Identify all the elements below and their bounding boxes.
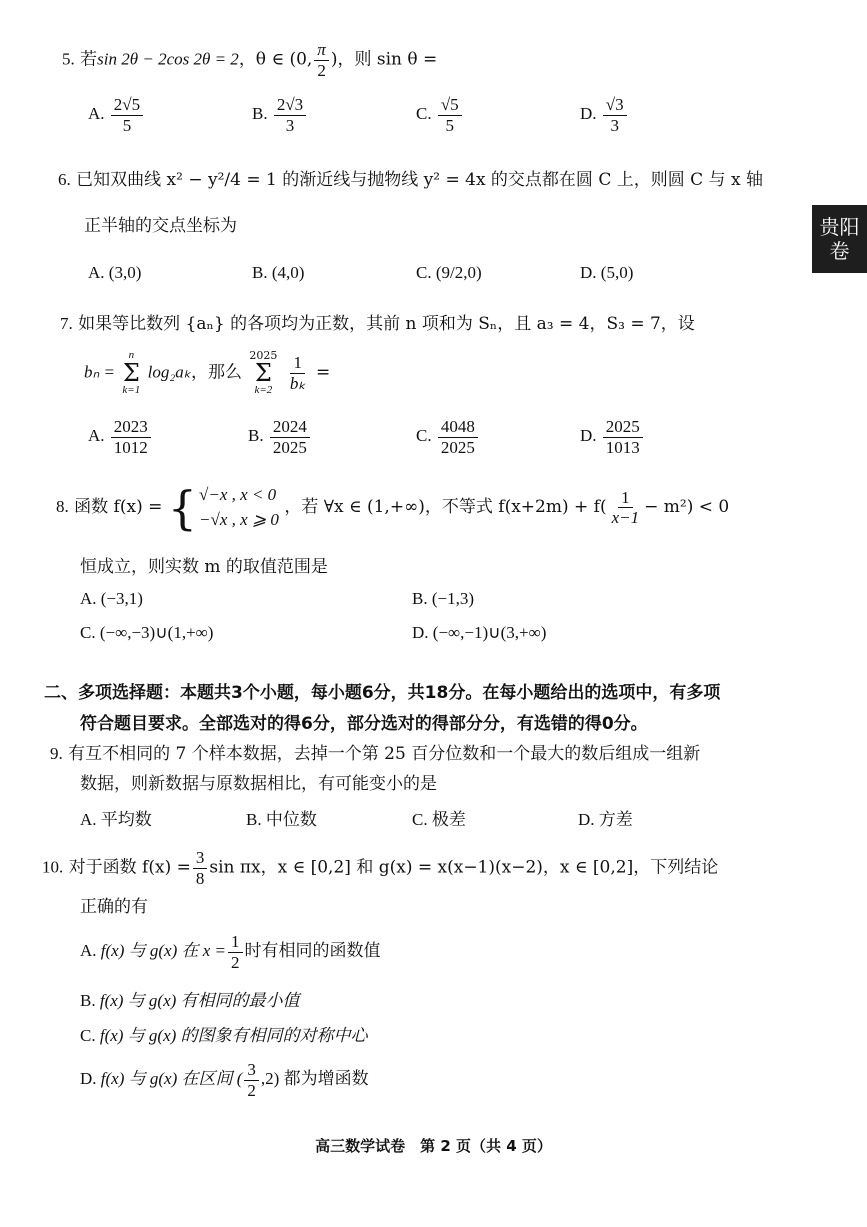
option-text: 方差 [598, 810, 633, 829]
q6-line2: 正半轴的交点坐标为 [84, 216, 237, 236]
frac-num: π [314, 40, 329, 61]
frac-den: 8 [195, 868, 205, 888]
q5-expr: sin 2θ − 2cos 2θ = 2 [97, 49, 239, 69]
option-text: (9/2,0) [435, 263, 482, 282]
q7-option-b [248, 417, 312, 457]
question-number: 8. [56, 497, 69, 517]
frac-den: 2 [231, 952, 240, 972]
q10-lead: 对于函数 f(x) = [68, 857, 191, 878]
question-8 [56, 480, 730, 535]
question-9 [50, 744, 700, 764]
option-letter: B. [252, 103, 268, 123]
option-letter: B. [412, 589, 428, 608]
sum-lower: k=2 [254, 384, 273, 396]
question-number: 7. [60, 314, 73, 333]
option-text: (3,0) [108, 263, 142, 282]
q10-option-b [80, 986, 300, 1011]
option-text: (5,0) [600, 263, 634, 282]
option-letter: D. [80, 1068, 97, 1088]
question-6 [58, 170, 763, 190]
q9-option-d [578, 805, 633, 830]
q8-mid: ，若 ∀x ∈ (1,+∞)，不等式 f(x+2m) + f( [284, 497, 607, 518]
option-frac [438, 95, 462, 135]
frac-den: 5 [122, 115, 132, 135]
option-letter: A. [80, 589, 97, 608]
option-frac [603, 417, 643, 457]
q5-option-a [88, 95, 145, 135]
option-letter: A. [88, 103, 105, 123]
q5-text-b: ，θ ∈ (0, [238, 49, 313, 70]
frac-num: √3 [603, 95, 627, 116]
frac-num: 4048 [438, 417, 478, 438]
frac-den: 3 [285, 115, 295, 135]
frac-num: 3 [193, 848, 208, 869]
option-text: f(x) 与 g(x) 的图象有相同的对称中心 [99, 1026, 368, 1045]
option-letter: C. [416, 425, 432, 445]
option-letter: B. [252, 263, 268, 282]
option-letter: D. [580, 425, 597, 445]
case-2: −√x , x ⩾ 0 [199, 509, 279, 529]
question-number: 9. [50, 744, 63, 763]
q6-line1: 已知双曲线 x² − y²/4 = 1 的渐近线与抛物线 y² = 4x 的交点都在圆 C 上，则圆 C 与 x 轴 [76, 170, 763, 190]
q7-option-c [416, 417, 480, 457]
question-10 [42, 848, 718, 888]
q5-text-a: 若 [80, 49, 98, 70]
frac-den: 2 [247, 1080, 256, 1100]
page-footer: 高三数学试卷 第 2 页（共 4 页） [315, 1137, 552, 1155]
option-letter: C. [80, 623, 96, 642]
q9-line2: 数据，则新数据与原数据相比，有可能变小的是 [80, 774, 437, 794]
frac-den: 3 [610, 115, 619, 135]
q10-option-c [80, 1021, 368, 1046]
region-tab-line2: 卷 [829, 239, 850, 263]
option-letter: D. [580, 103, 597, 123]
frac-num: 2023 [111, 417, 151, 438]
q8-frac [609, 488, 643, 528]
option-text: 中位数 [265, 810, 317, 829]
frac-num: 2√5 [111, 95, 143, 116]
option-letter: A. [88, 263, 105, 282]
frac-num: 2024 [270, 417, 310, 438]
q7-line2 [84, 350, 330, 396]
case-1: √−x , x < 0 [199, 485, 277, 504]
option-frac [438, 417, 478, 457]
q8-option-a [80, 589, 143, 609]
frac-den: 2025 [440, 437, 475, 457]
question-5 [62, 40, 437, 80]
frac-den: 1013 [605, 437, 640, 457]
frac-num: √5 [438, 95, 462, 116]
option-frac [270, 417, 310, 457]
option-frac [228, 932, 243, 972]
option-text: f(x) 与 g(x) 有相同的最小值 [99, 991, 300, 1010]
option-text: (4,0) [271, 263, 305, 282]
option-letter: C. [80, 1026, 96, 1045]
frac-den: x−1 [611, 508, 640, 528]
q10-line2: 正确的有 [80, 897, 148, 917]
q7-line1: 如果等比数列 {aₙ} 的各项均为正数，其前 n 项和为 Sₙ，且 a₃ = 4，S₃ = 7，设 [78, 314, 695, 334]
option-letter: A. [80, 940, 97, 960]
question-number: 10. [42, 857, 64, 877]
q10-frac [193, 848, 208, 888]
q5-pi-frac [314, 40, 329, 80]
section-2-heading: 二、多项选择题：本题共3个小题，每小题6分，共18分。在每小题给出的选项中，有多项 [44, 683, 721, 703]
option-frac [274, 95, 306, 135]
q7-bn: bₙ = [84, 362, 115, 382]
sum-upper: n [128, 349, 135, 361]
option-text: (−∞,−3)∪(1,+∞) [99, 623, 214, 642]
q9-option-a [80, 805, 152, 830]
option-letter: D. [578, 810, 595, 829]
q7-option-d [580, 417, 645, 457]
q8-tail: − m²) < 0 [644, 497, 730, 518]
frac-den: bₖ [289, 373, 306, 393]
q9-line1: 有互不相同的 7 个样本数据，去掉一个第 25 百分位数和一个最大的数后组成一组新 [68, 744, 701, 764]
frac-num: 3 [244, 1060, 259, 1081]
section-2-instructions: 符合题目要求。全部选对的得6分，部分选对的得部分分，有选错的得0分。 [80, 714, 648, 734]
option-text: (−3,1) [100, 589, 143, 608]
piecewise-definition: { √−x , x < 0 −√x , x ⩾ 0 [167, 480, 279, 535]
q9-option-c [412, 805, 466, 830]
q8-option-c [80, 623, 213, 643]
option-letter: B. [248, 425, 264, 445]
option-letter: D. [580, 263, 597, 282]
q8-option-d [412, 623, 546, 643]
frac-num: 1 [290, 353, 305, 374]
option-letter: A. [88, 425, 105, 445]
option-letter: D. [412, 623, 429, 642]
q7-tail: = [315, 362, 331, 383]
option-frac [603, 95, 627, 135]
option-text-tail: ,2) 都为增函数 [260, 1068, 369, 1088]
option-text: (−∞,−1)∪(3,+∞) [432, 623, 547, 642]
option-frac [244, 1060, 259, 1100]
option-text-tail: 时有相同的函数值 [244, 940, 381, 960]
q5-text-c: )，则 sin θ = [330, 49, 438, 70]
option-letter: B. [246, 810, 262, 829]
q8-line2: 恒成立，则实数 m 的取值范围是 [80, 557, 328, 577]
q7-option-a [88, 417, 153, 457]
q5-option-d [580, 95, 629, 135]
frac-den: 1012 [113, 437, 148, 457]
q8-lead: 函数 f(x) = [74, 497, 163, 518]
frac-den: 2025 [272, 437, 307, 457]
question-7 [60, 314, 695, 334]
q9-option-b [246, 805, 317, 830]
q6-option-c [416, 263, 482, 283]
q10-option-d [80, 1060, 369, 1100]
sum-symbol: n Σ k=1 [122, 349, 141, 396]
frac-num: 2√3 [274, 95, 306, 116]
sum-upper: 2025 [249, 349, 278, 362]
option-letter: A. [80, 810, 97, 829]
option-text: (−1,3) [431, 589, 475, 608]
sum-symbol: 2025 Σ k=2 [249, 349, 278, 396]
q8-option-b [412, 589, 474, 609]
sum-lower: k=1 [122, 384, 141, 396]
option-letter: C. [416, 263, 432, 282]
frac-num: 2025 [603, 417, 643, 438]
q7-term: log₂aₖ [147, 362, 191, 382]
q10-option-a [80, 932, 381, 972]
q7-mid: ，那么 [191, 362, 242, 383]
frac-den: 2 [317, 60, 326, 80]
option-letter: B. [80, 991, 96, 1010]
option-text: 极差 [431, 810, 466, 829]
frac-num: 1 [618, 488, 633, 509]
question-number: 5. [62, 49, 75, 69]
option-text: 平均数 [100, 810, 152, 829]
q5-option-b [252, 95, 308, 135]
option-frac [111, 95, 143, 135]
region-tab-line1: 贵阳 [819, 215, 860, 239]
option-frac [111, 417, 151, 457]
q7-frac [287, 353, 309, 393]
region-tab [812, 205, 867, 273]
option-text: f(x) 与 g(x) 在区间 ( [100, 1068, 243, 1088]
question-number: 6. [58, 170, 71, 189]
option-letter: C. [412, 810, 428, 829]
frac-num: 1 [228, 932, 243, 953]
option-letter: C. [416, 103, 432, 123]
q6-option-b [252, 263, 304, 283]
q10-tail: sin πx，x ∈ [0,2] 和 g(x) = x(x−1)(x−2)，x ∈ [0,2]，下列结论 [209, 857, 719, 878]
option-text: f(x) 与 g(x) 在 x = [100, 940, 227, 960]
q6-option-d [580, 263, 633, 283]
frac-den: 5 [445, 115, 455, 135]
q6-option-a [88, 263, 141, 283]
q5-option-c [416, 95, 464, 135]
